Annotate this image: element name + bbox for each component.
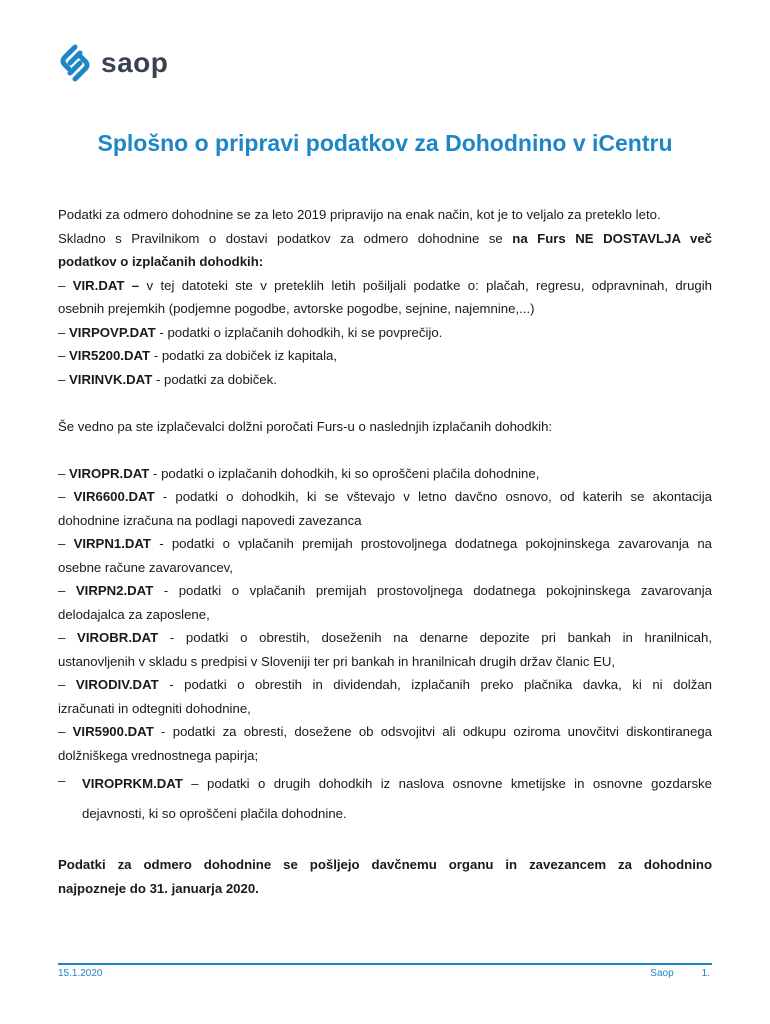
file-code: VIR.DAT –: [72, 277, 140, 293]
item-dash: –: [58, 630, 78, 645]
item-text: - podatki o izplačanih dohodkih, ki se povprečijo.: [155, 324, 443, 340]
list-item-continuation: izračunati in odtegniti dohodnine,: [58, 700, 251, 716]
list-item: [58, 344, 712, 368]
closing-line-2: najpozneje do 31. januarja 2020.: [58, 880, 259, 896]
document-body: [58, 203, 712, 900]
footer-divider: [58, 963, 712, 965]
saop-logo: [57, 41, 168, 85]
item-dash: –: [58, 677, 76, 692]
closing-line-1: Podatki za odmero dohodnine se pošljejo davčnemu organu in zavezancem za dohodnino: [58, 857, 712, 872]
item-dash: –: [58, 489, 74, 504]
file-code: VIRPN1.DAT: [73, 536, 151, 551]
file-code: VIROBR.DAT: [77, 630, 159, 645]
file-code: VIRPN2.DAT: [75, 583, 154, 598]
list-item-continuation: dolžniškega vrednostnega papirja;: [58, 747, 259, 763]
item-dash: –: [58, 324, 69, 340]
item-text: - podatki o izplačanih dohodkih, ki so oproščeni plačila dohodnine,: [149, 465, 540, 481]
file-code: VIROPR.DAT: [69, 465, 150, 481]
item-text: - podatki o vplačanih premijah prostovoljnega dodatnega pokojninskega zavarovanja na: [151, 536, 712, 551]
list-item: [58, 579, 712, 603]
intro-line-3: [58, 250, 712, 274]
item-dash: –: [58, 348, 69, 363]
file-code: VIROPRKM.DAT: [82, 776, 183, 791]
intro-line-3-bold: podatkov o izplačanih dohodkih:: [58, 254, 264, 269]
footer-company: Saop: [650, 968, 674, 979]
page-title: Splošno o pripravi podatkov za Dohodnino v iCentru: [97, 130, 673, 156]
list-item-continuation: dejavnosti, ki so oproščeni plačila dohodnine.: [82, 806, 347, 821]
item-dash: –: [58, 583, 76, 598]
item-dash: –: [58, 536, 74, 551]
item-dash: –: [58, 371, 69, 387]
list-item: [58, 532, 712, 556]
list-item: [58, 626, 712, 650]
file-code: VIRODIV.DAT: [75, 677, 159, 692]
file-code: VIR5900.DAT: [72, 724, 154, 739]
list-item: [58, 720, 712, 744]
list-item: [58, 769, 712, 829]
item-dash: –: [58, 773, 66, 788]
item-dash: –: [58, 724, 73, 739]
intro-line-2: [58, 227, 712, 251]
intro-line-2-bold: na Furs NE DOSTAVLJA več: [512, 230, 712, 246]
item-text: - podatki o dohodkih, ki se vštevajo v letno davčno osnovo, od katerih se akontacija: [154, 489, 712, 504]
list-item: [58, 274, 712, 298]
item-text: - podatki o vplačanih premijah prostovoljnega dodatnega pokojninskega zavarovanja: [153, 583, 713, 598]
list-item: [58, 368, 712, 392]
list-item: [58, 673, 712, 697]
item-text: - podatki o obrestih in dividendah, izplačanih preko plačnika davka, ki ni dolžan: [158, 677, 713, 692]
saop-logo-icon: [57, 41, 93, 85]
item-text: v tej datoteki ste v preteklih letih pošiljali podatke o: plačah, regresu, odpravninah, drugih: [139, 277, 712, 293]
list-item: [58, 485, 712, 509]
file-code: VIR6600.DAT: [73, 489, 155, 504]
intro-line-2-text: Skladno s Pravilnikom o dostavi podatkov za odmero dohodnine se: [58, 230, 513, 246]
item-text: – podatki o drugih dohodkih iz naslova osnovne kmetijske in osnovne gozdarske: [182, 776, 712, 791]
list-item-continuation: dohodnine izračuna na podlagi napovedi zavezanca: [58, 512, 362, 528]
list-item-continuation: osebne račune zavarovancev,: [58, 559, 233, 575]
list-item-continuation: osebnih prejemkih (podjemne pogodbe, avtorske pogodbe, sejnine, najemnine,...): [58, 301, 535, 316]
page-number: 1.: [701, 968, 710, 979]
intro-line-1: Podatki za odmero dohodnine se za leto 2019 pripravijo na enak način, kot je to veljalo za preteklo leto.: [58, 207, 661, 222]
file-code: VIRPOVP.DAT: [69, 324, 156, 340]
item-text: - podatki za obresti, dosežene ob odsvojitvi ali odkupu oziroma unovčitvi diskontiranega: [153, 724, 712, 739]
item-dash: –: [58, 465, 69, 481]
item-dash: –: [58, 277, 73, 293]
list-item: [58, 321, 712, 345]
list-item: [58, 462, 712, 486]
file-code: VIRINVK.DAT: [69, 371, 153, 387]
item-text: - podatki za dobiček iz kapitala,: [150, 348, 338, 363]
item-text: - podatki za dobiček.: [152, 371, 277, 387]
item-text: - podatki o obrestih, doseženih na denarne depozite pri bankah in hranilnicah,: [158, 630, 713, 645]
footer-date: 15.1.2020: [58, 968, 103, 979]
file-code: VIR5200.DAT: [69, 348, 151, 363]
list-item-continuation: delodajalca za zaposlene,: [58, 606, 210, 622]
logo-text: saop: [101, 47, 169, 78]
section-heading: Še vedno pa ste izplačevalci dolžni poročati Furs-u o naslednjih izplačanih dohodkih:: [58, 418, 553, 434]
closing-paragraph: [58, 853, 712, 900]
list-item-continuation: ustanovljenih v skladu s predpisi v Sloveniji ter pri bankah in hranilnicah drugih držav članic EU,: [58, 653, 616, 669]
